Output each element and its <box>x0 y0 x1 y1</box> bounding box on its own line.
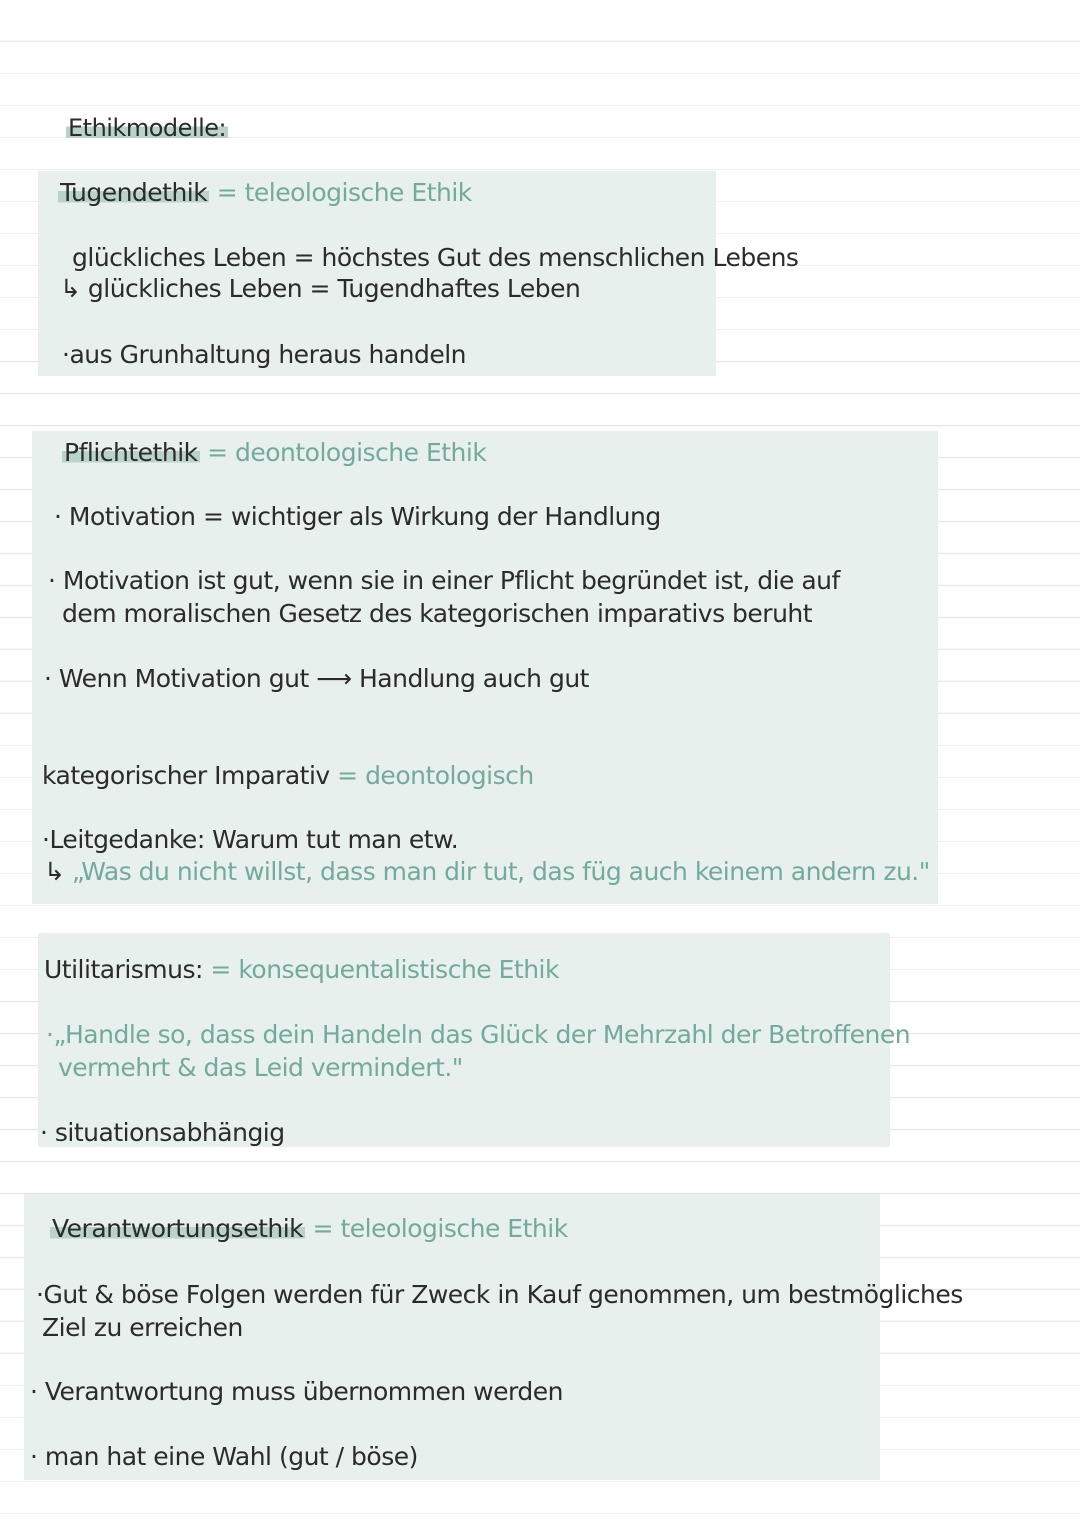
verantwortungsethik-line-2: · Verantwortung muss übernommen werden <box>30 1377 563 1406</box>
page-title: Ethikmodelle: <box>68 114 227 142</box>
kategorischer-imperativ-line-2: ↳ „Was du nicht willst, dass man dir tut, das füg auch keinem andern zu." <box>44 857 930 886</box>
arrow-icon: ↳ <box>44 857 65 886</box>
verantwortungsethik-subtitle: = teleologische Ethik <box>312 1214 568 1243</box>
utilitarismus-subtitle: = konsequentalistische Ethik <box>210 955 559 984</box>
pflichtethik-heading: Pflichtethik = deontologische Ethik <box>64 438 487 467</box>
utilitarismus-quote-line-2: vermehrt & das Leid vermindert." <box>58 1053 463 1082</box>
pflichtethik-subtitle: = deontologische Ethik <box>207 438 487 467</box>
pflichtethik-line-1: · Motivation = wichtiger als Wirkung der Handlung <box>54 502 661 531</box>
kategorischer-imperativ-heading: kategorischer Imparativ = deontologisch <box>42 761 534 790</box>
tugendethik-line-1: glückliches Leben = höchstes Gut des menschlichen Lebens <box>72 243 799 272</box>
verantwortungsethik-line-1b: Ziel zu erreichen <box>42 1313 243 1342</box>
tugendethik-subtitle: = teleologische Ethik <box>216 178 472 207</box>
tugendethik-line-3: ·aus Grunhaltung heraus handeln <box>62 340 467 369</box>
kategorischer-imperativ-line-1: ·Leitgedanke: Warum tut man etw. <box>42 825 459 854</box>
tugendethik-heading: Tugendethik = teleologische Ethik <box>60 178 472 207</box>
pflichtethik-line-3: · Wenn Motivation gut ⟶ Handlung auch gut <box>44 664 589 693</box>
verantwortungsethik-line-3: · man hat eine Wahl (gut / böse) <box>30 1442 418 1471</box>
verantwortungsethik-heading: Verantwortungsethik = teleologische Ethik <box>52 1214 568 1243</box>
utilitarismus-heading: Utilitarismus: = konsequentalistische Ethik <box>44 955 559 984</box>
utilitarismus-quote-line-1: ·„Handle so, dass dein Handeln das Glück der Mehrzahl der Betroffenen <box>46 1020 911 1049</box>
pflichtethik-line-2b: dem moralischen Gesetz des kategorischen imparativs beruht <box>62 599 813 628</box>
kategorischer-imperativ-subtitle: = deontologisch <box>337 761 534 790</box>
pflichtethik-line-2a: · Motivation ist gut, wenn sie in einer Pflicht begründet ist, die auf <box>48 566 840 595</box>
tugendethik-line-2: ↳ glückliches Leben = Tugendhaftes Leben <box>60 274 581 303</box>
utilitarismus-line-2: · situationsabhängig <box>40 1118 285 1147</box>
verantwortungsethik-line-1a: ·Gut & böse Folgen werden für Zweck in Kauf genommen, um bestmögliches <box>36 1280 963 1309</box>
